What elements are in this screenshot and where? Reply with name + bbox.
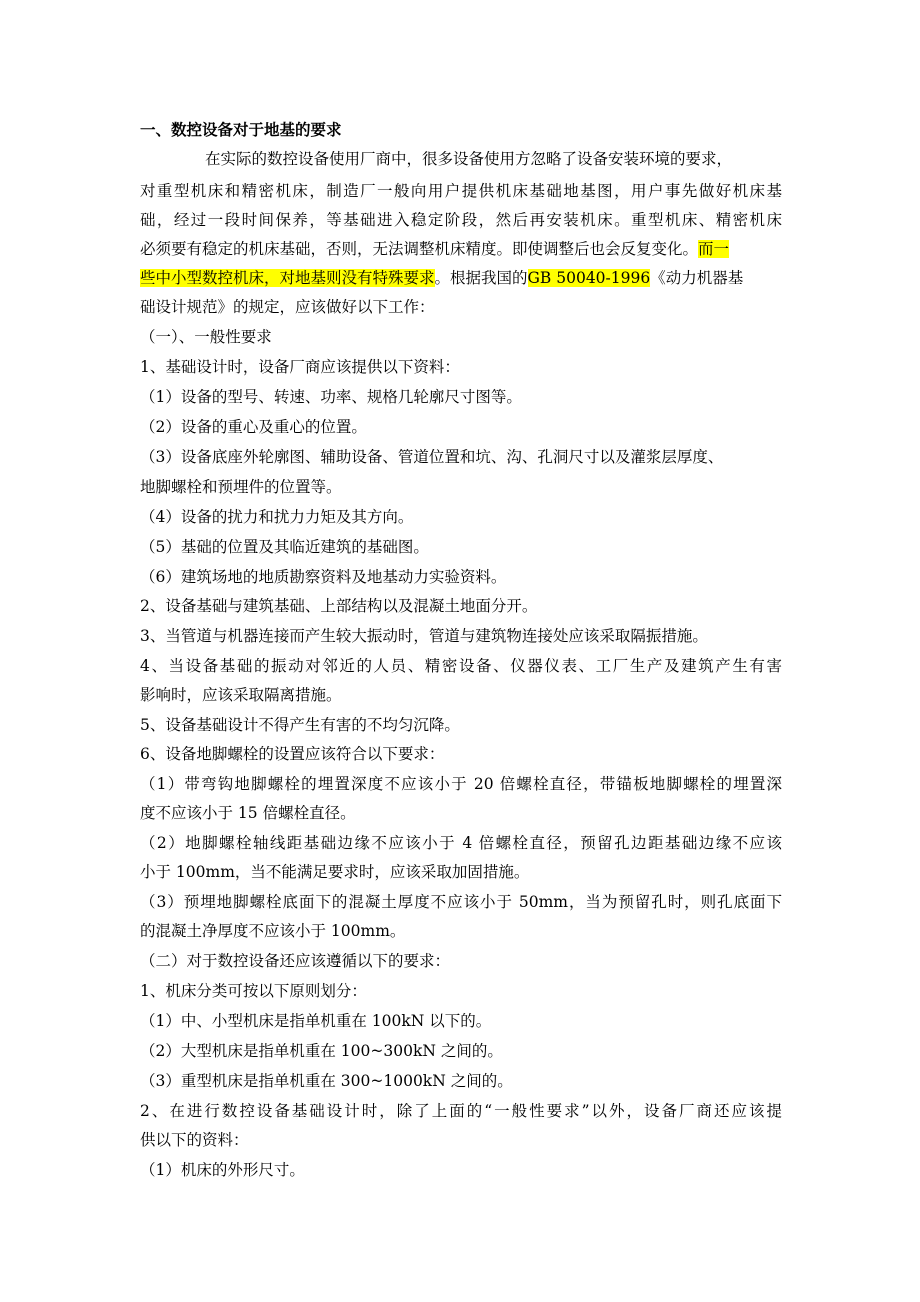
- sub-list-item: （2）设备的重心及重心的位置。: [140, 418, 367, 436]
- sub-list-item: （1）中、小型机床是指单机重在 100kN 以下的。: [140, 1012, 492, 1030]
- list-item: 5、设备基础设计不得产生有害的不均匀沉降。: [140, 716, 460, 734]
- sub-list-item: （6）建筑场地的地质勘察资料及地基动力实验资料。: [140, 568, 507, 586]
- highlighted-text: 而一: [698, 240, 730, 258]
- sub-list-item: （2）地脚螺栓轴线距基础边缘不应该小于 4 倍螺栓直径，预留孔边距基础边缘不应该: [140, 834, 782, 852]
- list-item: 4、当设备基础的振动对邻近的人员、精密设备、仪器仪表、工厂生产及建筑产生有害: [140, 657, 782, 675]
- sub-list-item: （3）预埋地脚螺栓底面下的混凝土厚度不应该小于 50mm，当为预留孔时，则孔底面下: [140, 893, 782, 911]
- sub-list-item: 的混凝土净厚度不应该小于 100mm。: [140, 922, 406, 940]
- list-item: 3、当管道与机器连接而产生较大振动时，管道与建筑物连接处应该采取隔振措施。: [140, 627, 708, 645]
- sub-list-item: （4）设备的扰力和扰力力矩及其方向。: [140, 508, 414, 526]
- section-heading: 一、数控设备对于地基的要求: [140, 121, 342, 139]
- sub-list-item: 地脚螺栓和预埋件的位置等。: [140, 478, 342, 496]
- list-item: 2、在进行数控设备基础设计时，除了上面的“一般性要求”以外，设备厂商还应该提: [140, 1102, 782, 1120]
- highlighted-standard-code: GB 50040-1996: [527, 269, 651, 287]
- sub-list-item: （3）设备底座外轮廓图、辅助设备、管道位置和坑、沟、孔洞尺寸以及灌浆层厚度、: [140, 448, 724, 466]
- sub-list-item: （1）机床的外形尺寸。: [140, 1161, 305, 1179]
- intro-text: 必须要有稳定的机床基础，否则，无法调整机床精度。即使调整后也会反复变化。: [140, 240, 699, 258]
- intro-text: 《动力机器基: [650, 269, 744, 287]
- list-item-continuation: 供以下的资料：: [140, 1131, 249, 1149]
- list-item: 6、设备地脚螺栓的设置应该符合以下要求：: [140, 745, 445, 763]
- sub-list-item: （2）大型机床是指单机重在 100~300kN 之间的。: [140, 1042, 503, 1060]
- list-item: 2、设备基础与建筑基础、上部结构以及混凝土地面分开。: [140, 597, 538, 615]
- intro-paragraph-line: 在实际的数控设备使用厂商中，很多设备使用方忽略了设备安装环境的要求，: [205, 150, 733, 168]
- highlighted-text: 些中小型数控机床，对地基则没有特殊要求: [140, 269, 435, 287]
- intro-text: 。根据我国的: [434, 269, 528, 287]
- sub-list-item: （1）设备的型号、转速、功率、规格几轮廓尺寸图等。: [140, 388, 522, 406]
- sub-list-item: （5）基础的位置及其临近建筑的基础图。: [140, 538, 429, 556]
- list-item: 1、基础设计时，设备厂商应该提供以下资料：: [140, 358, 460, 376]
- subsection-title: （二）对于数控设备还应该遵循以下的要求：: [140, 952, 451, 970]
- sub-list-item: 度不应该小于 15 倍螺栓直径。: [140, 804, 356, 822]
- list-item-continuation: 影响时，应该采取隔离措施。: [140, 686, 342, 704]
- subsection-title: （一）、一般性要求: [140, 328, 272, 346]
- list-item: 1、机床分类可按以下原则划分：: [140, 982, 367, 1000]
- sub-list-item: （3）重型机床是指单机重在 300~1000kN 之间的。: [140, 1072, 513, 1090]
- sub-list-item: （1）带弯钩地脚螺栓的埋置深度不应该小于 20 倍螺栓直径，带锚板地脚螺栓的埋置深: [140, 775, 782, 793]
- intro-paragraph-line: 础设计规范》的规定，应该做好以下工作：: [140, 298, 435, 316]
- intro-paragraph-line: 对重型机床和精密机床，制造厂一般向用户提供机床基础地基图，用户事先做好机床基: [140, 182, 782, 200]
- intro-paragraph-line: [140, 238, 782, 260]
- intro-paragraph-line: 础，经过一段时间保养，等基础进入稳定阶段，然后再安装机床。重型机床、精密机床: [140, 211, 782, 229]
- sub-list-item: 小于 100mm，当不能满足要求时，应该采取加固措施。: [140, 863, 530, 881]
- intro-paragraph-line: [140, 267, 782, 289]
